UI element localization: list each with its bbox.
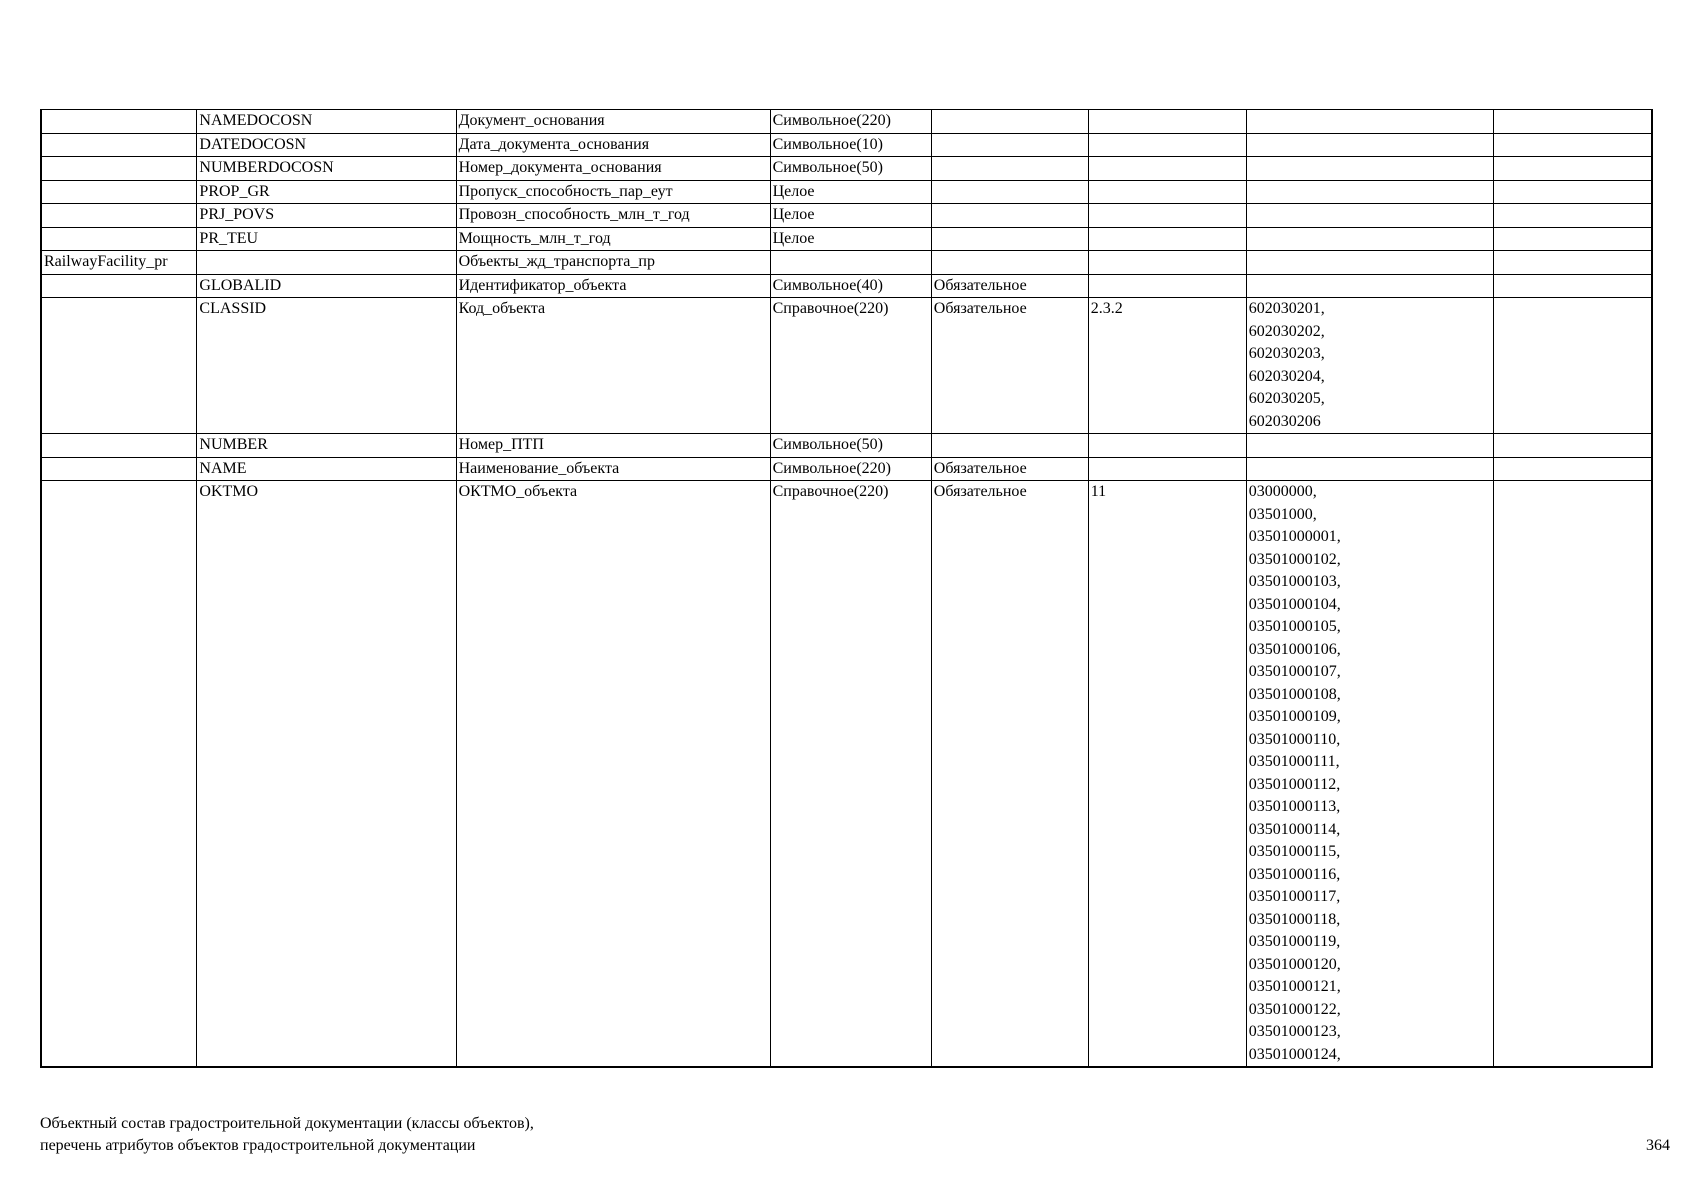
table-row (41, 457, 1652, 481)
values-cell (1246, 457, 1494, 481)
data-type-cell: Целое (770, 180, 931, 204)
data-type-cell: Целое (770, 227, 931, 251)
values-cell (1246, 251, 1494, 275)
values-cell: 602030201, 602030202, 602030203, 602030204, 602030205, 602030206 (1246, 298, 1494, 434)
description-cell: Номер_документа_основания (456, 157, 770, 181)
description-cell: Объекты_жд_транспорта_пр (456, 251, 770, 275)
note-cell (1494, 227, 1652, 251)
field-name-cell: NUMBER (197, 434, 456, 458)
requirement-cell: Обязательное (931, 481, 1088, 1068)
table-row (41, 481, 1652, 1068)
reference-cell (1088, 227, 1246, 251)
values-cell (1246, 274, 1494, 298)
description-cell: Мощность_млн_т_год (456, 227, 770, 251)
field-name-cell: OKTMO (197, 481, 456, 1068)
note-cell (1494, 298, 1652, 434)
field-name-cell: PRJ_POVS (197, 204, 456, 228)
reference-cell (1088, 110, 1246, 134)
class-name-cell (41, 457, 197, 481)
class-name-cell (41, 180, 197, 204)
class-name-cell (41, 204, 197, 228)
table-row (41, 204, 1652, 228)
footer-caption (40, 1113, 534, 1157)
note-cell (1494, 274, 1652, 298)
table-row (41, 434, 1652, 458)
requirement-cell (931, 157, 1088, 181)
note-cell (1494, 157, 1652, 181)
description-cell: Провозн_способность_млн_т_год (456, 204, 770, 228)
reference-cell: 11 (1088, 481, 1246, 1068)
values-cell (1246, 110, 1494, 134)
table-row (41, 298, 1652, 434)
data-type-cell (770, 251, 931, 275)
note-cell (1494, 204, 1652, 228)
data-type-cell: Справочное(220) (770, 298, 931, 434)
table-row (41, 133, 1652, 157)
attributes-table (40, 109, 1653, 1068)
requirement-cell (931, 434, 1088, 458)
footer-line-2: перечень атрибутов объектов градостроительной документации (40, 1137, 476, 1154)
reference-cell (1088, 157, 1246, 181)
requirement-cell (931, 251, 1088, 275)
table-row (41, 227, 1652, 251)
class-name-cell (41, 274, 197, 298)
data-type-cell: Символьное(50) (770, 157, 931, 181)
page-number: 364 (1646, 1137, 1670, 1154)
data-type-cell: Символьное(50) (770, 434, 931, 458)
reference-cell (1088, 180, 1246, 204)
class-name-cell (41, 133, 197, 157)
note-cell (1494, 251, 1652, 275)
reference-cell: 2.3.2 (1088, 298, 1246, 434)
description-cell: Дата_документа_основания (456, 133, 770, 157)
description-cell: Наименование_объекта (456, 457, 770, 481)
requirement-cell (931, 227, 1088, 251)
requirement-cell (931, 180, 1088, 204)
reference-cell (1088, 251, 1246, 275)
values-cell (1246, 157, 1494, 181)
field-name-cell: NAMEDOCOSN (197, 110, 456, 134)
description-cell: Идентификатор_объекта (456, 274, 770, 298)
description-cell: Код_объекта (456, 298, 770, 434)
field-name-cell: PROP_GR (197, 180, 456, 204)
class-name-cell (41, 110, 197, 134)
reference-cell (1088, 457, 1246, 481)
requirement-cell: Обязательное (931, 274, 1088, 298)
values-cell (1246, 434, 1494, 458)
values-cell (1246, 133, 1494, 157)
class-name-cell (41, 434, 197, 458)
table-row (41, 274, 1652, 298)
table-row (41, 157, 1652, 181)
class-name-cell (41, 481, 197, 1068)
requirement-cell: Обязательное (931, 457, 1088, 481)
class-name-cell (41, 157, 197, 181)
table-row (41, 251, 1652, 275)
note-cell (1494, 180, 1652, 204)
reference-cell (1088, 133, 1246, 157)
note-cell (1494, 481, 1652, 1068)
values-cell: 03000000, 03501000, 03501000001, 03501000102, 03501000103, 03501000104, 03501000105, 03501000106, 03501000107, 03501000108, 03501000109, 03501000110, 03501000111, 03501000112, 03501000113, 03501000114, 03501000115, 03501000116, 03501000117, 03501000118, 03501000119, 03501000120, 03501000121, 03501000122, 03501000123, 03501000124, (1246, 481, 1494, 1068)
field-name-cell: NUMBERDOCOSN (197, 157, 456, 181)
requirement-cell: Обязательное (931, 298, 1088, 434)
note-cell (1494, 457, 1652, 481)
data-type-cell: Символьное(220) (770, 457, 931, 481)
requirement-cell (931, 204, 1088, 228)
field-name-cell: GLOBALID (197, 274, 456, 298)
table-row (41, 110, 1652, 134)
field-name-cell: CLASSID (197, 298, 456, 434)
note-cell (1494, 133, 1652, 157)
reference-cell (1088, 274, 1246, 298)
values-cell (1246, 227, 1494, 251)
description-cell: Пропуск_способность_пар_еут (456, 180, 770, 204)
data-type-cell: Справочное(220) (770, 481, 931, 1068)
requirement-cell (931, 133, 1088, 157)
description-cell: ОКТМО_объекта (456, 481, 770, 1068)
note-cell (1494, 110, 1652, 134)
values-cell (1246, 204, 1494, 228)
field-name-cell (197, 251, 456, 275)
table-row (41, 180, 1652, 204)
class-name-cell (41, 227, 197, 251)
reference-cell (1088, 434, 1246, 458)
footer-line-1: Объектный состав градостроительной документации (классы объектов), (40, 1115, 534, 1132)
description-cell: Номер_ПТП (456, 434, 770, 458)
data-type-cell: Символьное(10) (770, 133, 931, 157)
description-cell: Документ_основания (456, 110, 770, 134)
data-type-cell: Символьное(220) (770, 110, 931, 134)
class-name-cell: RailwayFacility_pr (41, 251, 197, 275)
values-cell (1246, 180, 1494, 204)
field-name-cell: NAME (197, 457, 456, 481)
class-name-cell (41, 298, 197, 434)
field-name-cell: DATEDOCOSN (197, 133, 456, 157)
data-type-cell: Символьное(40) (770, 274, 931, 298)
data-type-cell: Целое (770, 204, 931, 228)
reference-cell (1088, 204, 1246, 228)
field-name-cell: PR_TEU (197, 227, 456, 251)
note-cell (1494, 434, 1652, 458)
requirement-cell (931, 110, 1088, 134)
